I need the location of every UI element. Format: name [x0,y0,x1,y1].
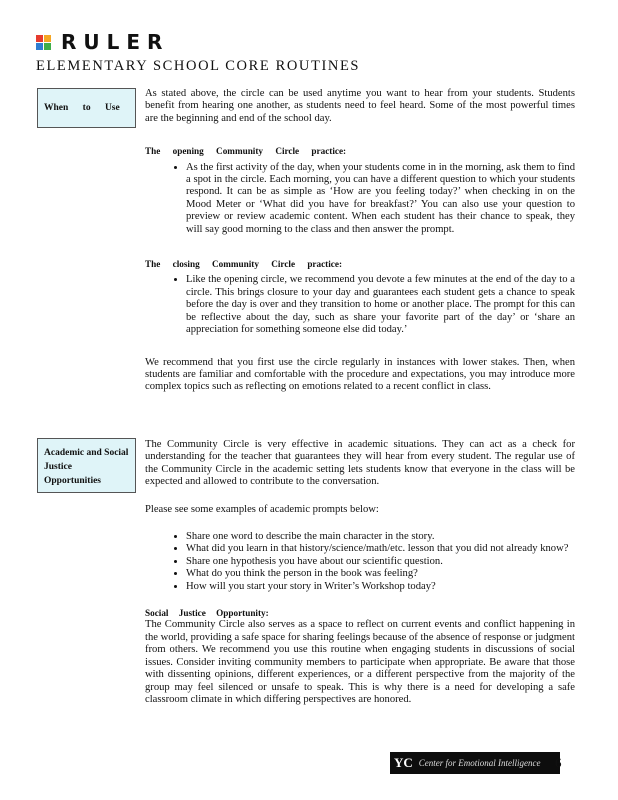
logo-text: RULER [61,30,170,54]
sidebar-when-to-use [37,88,136,128]
when-to-use-intro: As stated above, the circle can be used anytime you want to hear from your students. Students benefit from hearing one another, as students need to feel heard. Some of the most powerful times are the beginning and end of the school day. [145,88,575,124]
opening-heading: The opening Community Circle practice: [145,146,347,157]
social-justice-text: The Community Circle also serves as a space to reflect on current events and conflict happening in the world, providing a safe space for sharing feelings because of the absence of response or judgment from others. We recommend you use this routine when engaging students in discussions of social issues. Consider inviting community members to participate when appropriate. Be aware that those with dissenting opinions, different experiences, or a different perspective from the majority of the group may feel silenced or unsafe to speak. This is why there is a need for developing a safe classroom climate in which differing perspectives are honored. [145,619,575,705]
recommend-paragraph: We recommend that you first use the circle regularly in instances with lower stakes. Then, when students are familiar and comfortable with the procedure and expectations, you may introduce more complex topics such as reflecting on emotions related to a recent conflict in class. [145,356,575,393]
when-to-use-section [145,88,575,394]
prompt-item: • What do you think the person in the book was feeling? [186,568,575,580]
prompt-item: • Share one word to describe the main character in the story. [186,531,575,543]
prompt-item: • How will you start your story in Writer’s Workshop today? [186,581,575,593]
opening-list-item: • As the first activity of the day, when your students come in in the morning, ask them to find a spot in the circle. Each morning, you can have a different question to which your students respond. It can be as simple as ‘How are you feeling today?’ when checking in on the Mood Meter or ‘What did you have for breakfast?’ You can also use your question to preview or review academic content. When each student has their chance to speak, they will say good morning to the class and then answer the prompt. [186,162,575,236]
logo-square-orange [44,35,51,42]
yale-mark-icon: YC [394,755,413,770]
closing-list [145,274,575,336]
page-number: 6 [555,755,562,770]
closing-list-item: • Like the opening circle, we recommend you devote a few minutes at the end of the day to a circle. This brings closure to your day and guarantees each student gets a chance to speak before the day is over and they transition to home or another place. The prompt for this can be reflective about the day, such as share your favorite part of the day’ or ‘share an appreciation for something someone else did today.’ [186,274,575,336]
logo-square-red [36,35,43,42]
academic-prompts-list [145,531,575,593]
page-title: ELEMENTARY SCHOOL CORE ROUTINES [36,58,361,74]
footer-center-name: Center for Emotional Intelligence [418,758,541,768]
prompt-item: • Share one hypothesis you have about our scientific question. [186,556,575,568]
opening-list [145,162,575,236]
logo-square-blue [36,43,43,50]
social-justice-heading: Social Justice Opportunity: [145,608,269,619]
sidebar-academic-label: Academic and Social Justice Opportunities [44,448,129,486]
prompt-item: • What did you learn in that history/science/math/etc. lesson that you did not already know? [186,543,575,555]
logo-square-green [44,43,51,50]
ruler-logo [36,31,169,53]
sidebar-academic [37,438,136,493]
ruler-logo-mark-icon [36,35,51,50]
sidebar-when-to-use-label: When to Use [44,103,120,113]
academic-intro: The Community Circle is very effective in academic situations. They can act as a check for understanding for the teacher that guarantees they will hear from every student. The regular use of the Community Circle in the academic setting lets students know that everyone in the class will be expected and allowed to contribute to the conversation. [145,439,575,488]
examples-lead: Please see some examples of academic prompts below: [145,503,379,515]
closing-heading: The closing Community Circle practice: [145,259,343,270]
footer-banner [390,752,560,774]
academic-section [145,439,575,706]
